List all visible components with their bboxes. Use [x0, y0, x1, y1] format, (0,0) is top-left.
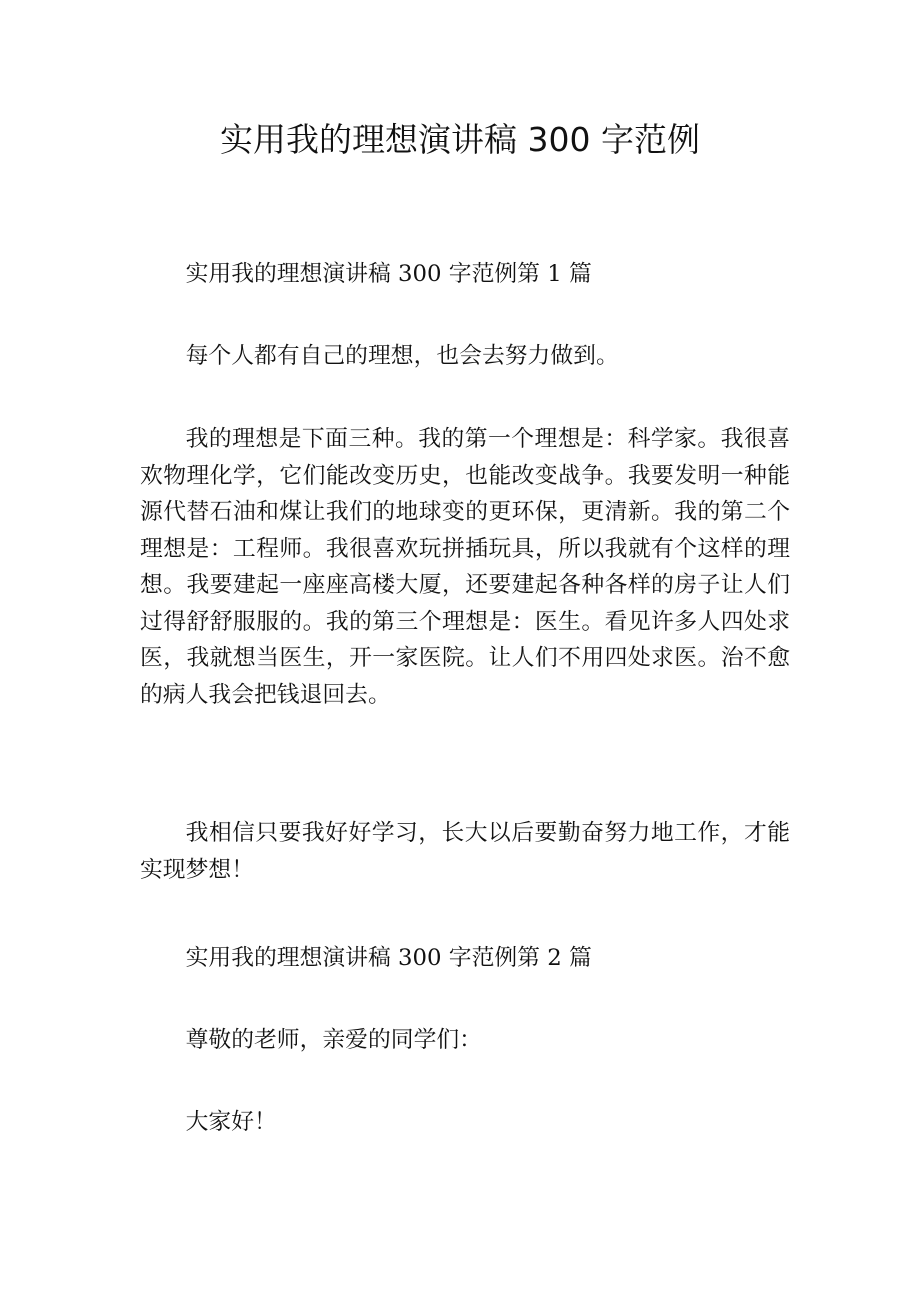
- greeting-paragraph: 尊敬的老师，亲爱的同学们：: [185, 1027, 482, 1053]
- document-title: 实用我的理想演讲稿 300 字范例: [220, 120, 700, 159]
- belief-paragraph: 我相信只要我好好学习，长大以后要勤奋努力地工作，才能实现梦想！: [140, 820, 790, 883]
- article-heading-1: 实用我的理想演讲稿 300 字范例第 1 篇: [185, 261, 592, 287]
- article-heading-2: 实用我的理想演讲稿 300 字范例第 2 篇: [185, 945, 592, 971]
- dreams-paragraph: 我的理想是下面三种。我的第一个理想是：科学家。我很喜欢物理化学，它们能改变历史，也能改变战争。我要发明一种能源代替石油和煤让我们的地球变的更环保，更清新。我的第二个理想是：工程师。我很喜欢玩拼插玩具，所以我就有个这样的理想。我要建起一座座高楼大厦，还要建起各种各样的房子让人们过得舒舒服服的。我的第三个理想是：医生。看见许多人四处求医，我就想当医生，开一家医院。让人们不用四处求医。治不愈的病人我会把钱退回去。: [140, 426, 790, 708]
- hello-paragraph: 大家好！: [185, 1109, 277, 1135]
- intro-paragraph: 每个人都有自己的理想，也会去努力做到。: [185, 343, 619, 369]
